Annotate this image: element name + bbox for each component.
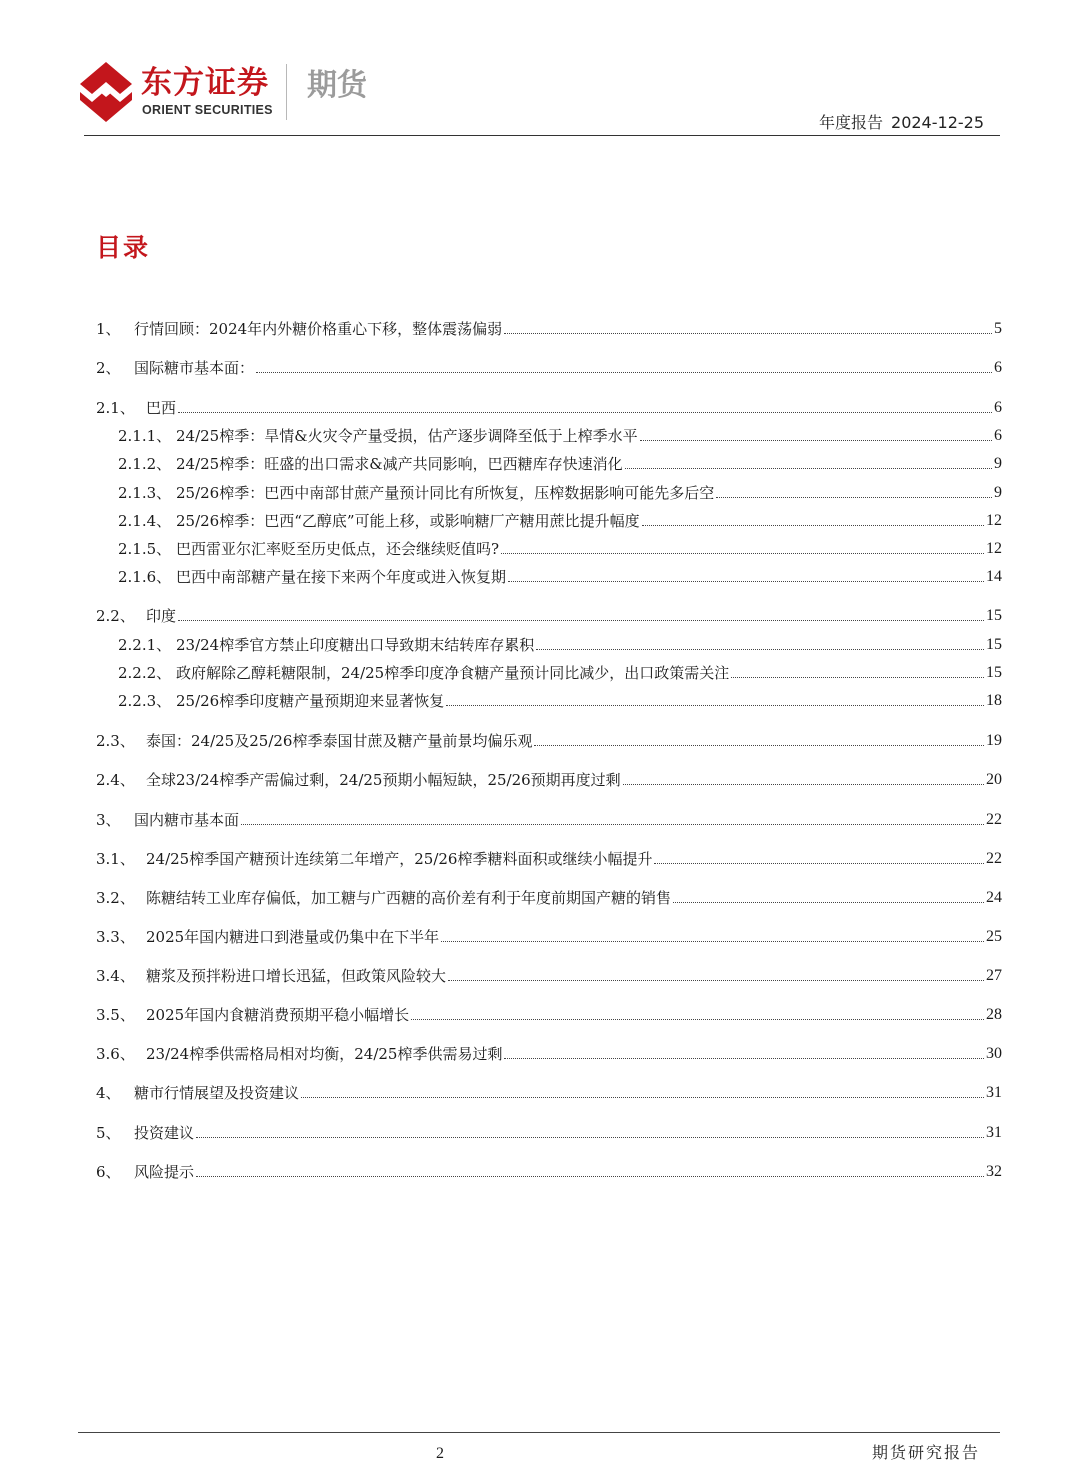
toc-entry-text: 巴西中南部糖产量在接下来两个年度或进入恢复期 <box>176 568 507 586</box>
toc-entry-number: 2.1.1、 <box>118 427 172 445</box>
toc-leader <box>448 980 984 981</box>
toc-entry[interactable] <box>96 806 1002 830</box>
toc-leader <box>642 525 984 526</box>
toc-entry-number: 2.1.6、 <box>118 568 172 586</box>
toc-entry-page: 15 <box>986 607 1002 624</box>
report-date: 2024-12-25 <box>891 113 984 132</box>
toc-entry-number: 3.4、 <box>96 967 135 985</box>
toc-entry[interactable] <box>118 659 1002 683</box>
toc-leader <box>241 824 984 825</box>
footer-label: 期货研究报告 <box>871 1443 980 1462</box>
toc-entry[interactable] <box>96 845 1002 869</box>
toc-leader <box>716 497 992 498</box>
footer-rule <box>78 1432 1000 1433</box>
toc-entry-text: 24/25榨季国产糖预计连续第二年增产，25/26榨季糖料面积或继续小幅提升 <box>146 850 653 868</box>
toc-entry[interactable] <box>96 727 1002 751</box>
toc-leader <box>640 440 992 441</box>
toc-leader <box>731 677 984 678</box>
toc-entry-number: 3.6、 <box>96 1045 135 1063</box>
toc-leader <box>625 468 992 469</box>
toc-entry-number: 3.1、 <box>96 850 135 868</box>
toc-entry-page: 15 <box>986 664 1002 681</box>
toc-entry[interactable] <box>96 315 1002 339</box>
toc-entry-text: 23/24榨季官方禁止印度糖出口导致期末结转库存累积 <box>176 636 535 654</box>
toc-entry[interactable] <box>96 1001 1002 1025</box>
toc-entry-text: 风险提示 <box>134 1163 195 1181</box>
toc-leader <box>504 1058 984 1059</box>
toc-entry-page: 22 <box>986 811 1002 828</box>
toc-entry[interactable] <box>96 766 1002 790</box>
toc-leader <box>504 333 992 334</box>
toc-entry-number: 4、 <box>96 1084 121 1102</box>
toc-entry-text: 24/25榨季：旱情&火灾令产量受损，估产逐步调降至低于上榨季水平 <box>176 427 638 445</box>
toc-leader <box>178 620 984 621</box>
toc-entry-page: 30 <box>986 1045 1002 1062</box>
toc-entry-number: 3.3、 <box>96 928 135 946</box>
toc-entry-text: 印度 <box>146 607 177 625</box>
toc-entry-page: 12 <box>986 512 1002 529</box>
toc-entry-page: 6 <box>994 359 1002 376</box>
toc-leader <box>196 1176 984 1177</box>
toc-entry-page: 31 <box>986 1084 1002 1101</box>
toc-entry-text: 投资建议 <box>134 1124 195 1142</box>
toc-entry-text: 25/26榨季：巴西“乙醇底”可能上移，或影响糖厂产糖用蔗比提升幅度 <box>176 512 640 530</box>
toc-entry[interactable] <box>118 631 1002 655</box>
toc-entry-page: 25 <box>986 928 1002 945</box>
toc-entry[interactable] <box>118 479 1002 503</box>
toc-leader <box>654 863 984 864</box>
toc-leader <box>536 649 984 650</box>
toc-entry-page: 14 <box>986 568 1002 585</box>
toc-entry-text: 25/26榨季：巴西中南部甘蔗产量预计同比有所恢复，压榨数据影响可能先多后空 <box>176 484 715 502</box>
toc-entry[interactable] <box>96 1040 1002 1064</box>
toc-entry-number: 5、 <box>96 1124 121 1142</box>
logo-cn-text: 东方证券 <box>141 65 269 101</box>
toc-entry-number: 2.2.3、 <box>118 692 172 710</box>
toc-leader <box>508 581 984 582</box>
toc-entry-text: 陈糖结转工业库存偏低，加工糖与广西糖的高价差有利于年度前期国产糖的销售 <box>146 889 672 907</box>
toc-entry-page: 22 <box>986 850 1002 867</box>
page-number: 2 <box>436 1445 444 1462</box>
toc-leader <box>534 745 984 746</box>
toc-entry-text: 全球23/24榨季产需偏过剩，24/25预期小幅短缺，25/26预期再度过剩 <box>146 771 621 789</box>
toc-entry-page: 12 <box>986 540 1002 557</box>
toc-entry-page: 9 <box>994 455 1002 472</box>
toc-entry-number: 3.2、 <box>96 889 135 907</box>
toc-entry-number: 2.2、 <box>96 607 135 625</box>
toc-entry[interactable] <box>118 687 1002 711</box>
toc-entry-text: 2025年国内食糖消费预期平稳小幅增长 <box>146 1006 410 1024</box>
toc-entry[interactable] <box>96 394 1002 418</box>
toc-entry-number: 2.2.1、 <box>118 636 172 654</box>
toc-entry-text: 巴西 <box>146 399 177 417</box>
toc-entry[interactable] <box>96 962 1002 986</box>
toc-entry-page: 31 <box>986 1124 1002 1141</box>
toc-leader <box>178 412 992 413</box>
toc-entry-number: 2.4、 <box>96 771 135 789</box>
toc-entry-number: 2.1.5、 <box>118 540 172 558</box>
toc-entry[interactable] <box>96 1079 1002 1103</box>
toc-entry-number: 2.1、 <box>96 399 135 417</box>
toc-entry-number: 2.2.2、 <box>118 664 172 682</box>
toc-entry[interactable] <box>96 1119 1002 1143</box>
report-type: 年度报告 <box>819 113 884 132</box>
toc-entry[interactable] <box>118 535 1002 559</box>
toc-entry[interactable] <box>96 923 1002 947</box>
toc-entry-text: 24/25榨季：旺盛的出口需求&减产共同影响，巴西糖库存快速消化 <box>176 455 623 473</box>
toc-entry-page: 20 <box>986 771 1002 788</box>
toc-entry[interactable] <box>96 884 1002 908</box>
logo-en-text: ORIENT SECURITIES <box>142 103 273 117</box>
toc-title: 目录 <box>96 233 151 262</box>
toc-entry-text: 行情回顾：2024年内外糖价格重心下移，整体震荡偏弱 <box>134 320 503 338</box>
toc-entry-page: 27 <box>986 967 1002 984</box>
toc-entry[interactable] <box>118 507 1002 531</box>
toc-entry-page: 19 <box>986 732 1002 749</box>
toc-leader <box>501 553 984 554</box>
toc-entry-page: 32 <box>986 1163 1002 1180</box>
toc-entry-page: 6 <box>994 399 1002 416</box>
toc-entry-page: 18 <box>986 692 1002 709</box>
toc-entry-page: 5 <box>994 320 1002 337</box>
toc-entry-number: 3.5、 <box>96 1006 135 1024</box>
toc-entry-number: 2.3、 <box>96 732 135 750</box>
toc-entry-number: 2、 <box>96 359 121 377</box>
toc-leader <box>441 941 984 942</box>
toc-entry[interactable] <box>96 354 1002 378</box>
toc-leader <box>623 784 984 785</box>
toc-entry[interactable] <box>96 1158 1002 1182</box>
toc-entry-page: 24 <box>986 889 1002 906</box>
toc-entry-number: 2.1.3、 <box>118 484 172 502</box>
toc-entry[interactable] <box>118 563 1002 587</box>
toc-entry-text: 糖浆及预拌粉进口增长迅猛，但政策风险较大 <box>146 967 447 985</box>
toc-leader <box>673 902 984 903</box>
toc-leader <box>196 1137 984 1138</box>
toc-leader <box>301 1097 984 1098</box>
toc-entry-text: 25/26榨季印度糖产量预期迎来显著恢复 <box>176 692 445 710</box>
toc-entry-text: 糖市行情展望及投资建议 <box>134 1084 300 1102</box>
toc-entry-text: 国内糖市基本面 <box>134 811 240 829</box>
toc-entry-text: 国际糖市基本面： <box>134 359 255 377</box>
toc-entry-page: 15 <box>986 636 1002 653</box>
toc-entry-text: 政府解除乙醇耗糖限制，24/25榨季印度净食糖产量预计同比减少，出口政策需关注 <box>176 664 730 682</box>
toc-entry-text: 巴西雷亚尔汇率贬至历史低点，还会继续贬值吗? <box>176 540 500 558</box>
toc-leader <box>411 1019 984 1020</box>
toc-entry-page: 6 <box>994 427 1002 444</box>
toc-entry-number: 3、 <box>96 811 121 829</box>
toc-entry[interactable] <box>96 602 1002 626</box>
toc-entry-text: 2025年国内糖进口到港量或仍集中在下半年 <box>146 928 440 946</box>
logo-sub-text: 期货 <box>307 68 367 103</box>
toc-entry-number: 2.1.2、 <box>118 455 172 473</box>
toc-entry-number: 1、 <box>96 320 121 338</box>
toc-entry-text: 泰国：24/25及25/26榨季泰国甘蔗及糖产量前景均偏乐观 <box>146 732 533 750</box>
toc-entry[interactable] <box>118 450 1002 474</box>
toc-entry-page: 9 <box>994 484 1002 501</box>
toc-entry-page: 28 <box>986 1006 1002 1023</box>
toc-entry-number: 6、 <box>96 1163 121 1181</box>
toc-entry[interactable] <box>118 422 1002 446</box>
toc-leader <box>256 372 992 373</box>
toc-entry-number: 2.1.4、 <box>118 512 172 530</box>
toc-entry-text: 23/24榨季供需格局相对均衡，24/25榨季供需易过剩 <box>146 1045 503 1063</box>
toc-leader <box>446 705 984 706</box>
